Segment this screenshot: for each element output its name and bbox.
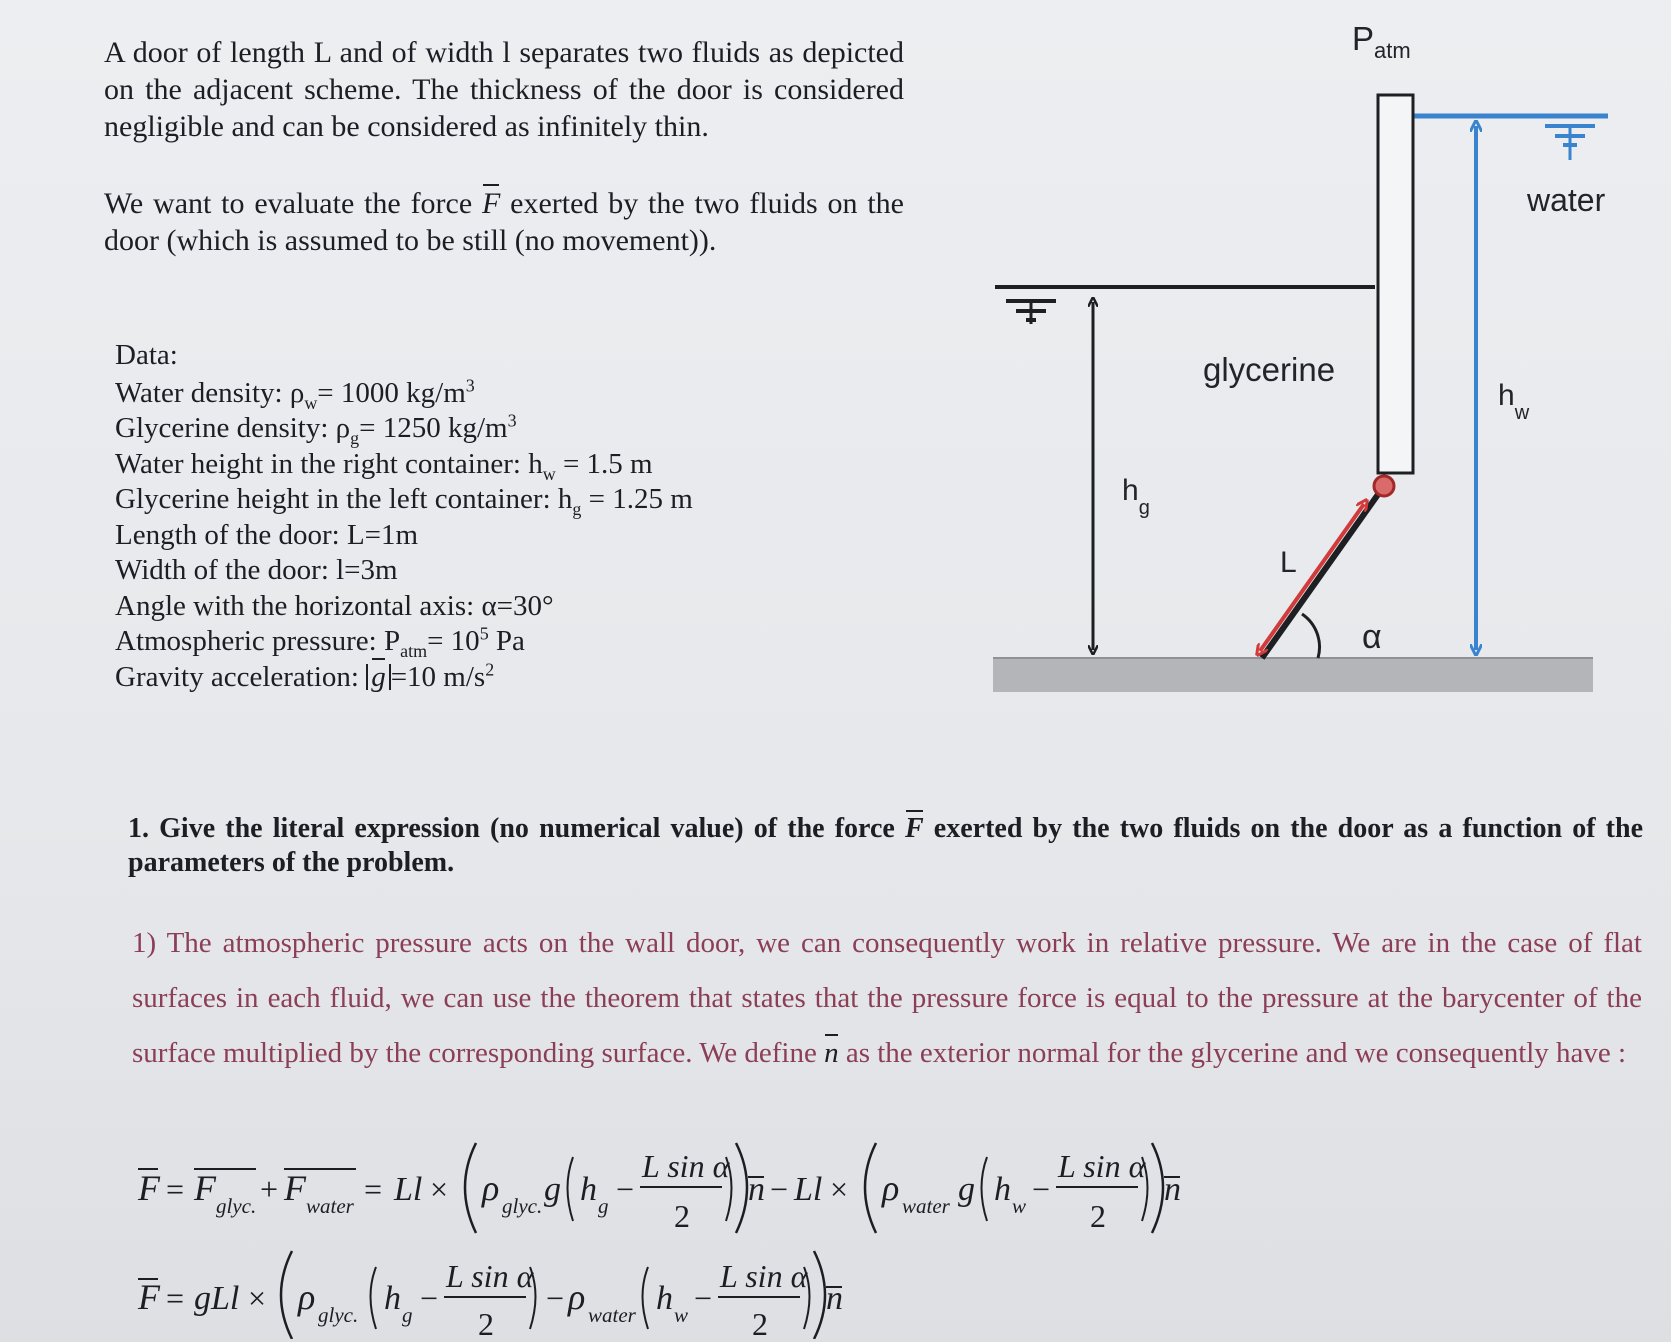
svg-text:g: g	[544, 1171, 561, 1208]
svg-text:−: −	[1032, 1171, 1051, 1207]
svg-text:=: =	[166, 1280, 185, 1316]
svg-text:ρ: ρ	[298, 1277, 316, 1317]
svg-text:g: g	[958, 1171, 975, 1208]
svg-text:=: =	[364, 1171, 383, 1207]
svg-text:×: ×	[830, 1171, 849, 1207]
svg-text:F: F	[138, 1277, 160, 1317]
svg-text:h: h	[580, 1171, 597, 1208]
floor-ground	[993, 658, 1593, 692]
svg-text:−: −	[420, 1280, 439, 1316]
data-heading: Data:	[115, 339, 178, 371]
svg-text:ρ: ρ	[482, 1168, 500, 1208]
length-label: L	[1280, 546, 1297, 579]
angle-label: α	[1362, 618, 1382, 656]
svg-text:=: =	[166, 1171, 185, 1207]
svg-text:L sin α: L sin α	[720, 1258, 808, 1294]
svg-text:n: n	[1164, 1171, 1181, 1208]
hw-label: $h_w$	[1498, 379, 1530, 424]
svg-text:Ll: Ll	[794, 1171, 823, 1208]
svg-text:h: h	[994, 1171, 1011, 1208]
glycerine-label: glycerine	[1203, 351, 1336, 388]
hg-label: $h_g$	[1122, 474, 1150, 519]
svg-text:F: F	[138, 1168, 160, 1208]
door-hinge	[1374, 476, 1394, 496]
svg-text:water: water	[902, 1194, 950, 1218]
svg-text:glyc.: glyc.	[502, 1194, 543, 1218]
answer-paragraph: 1) The atmospheric pressure acts on the wall door, we can consequently work in relative pressure. We are in the case of flat surfaces in each fluid, we can use the theorem that states that the pressure force is equal to the pressure at the barycenter of the surface multiplied by the corresponding surface. We define n as the exterior normal for the glycerine and we consequently have :	[132, 927, 1642, 1069]
svg-text:water: water	[588, 1303, 636, 1327]
svg-text:F: F	[194, 1168, 216, 1208]
data-angle: Angle with the horizontal axis: α=30°	[115, 589, 554, 622]
angle-arc	[1302, 614, 1320, 658]
svg-text:w: w	[674, 1303, 689, 1327]
svg-text:n: n	[748, 1171, 765, 1208]
vertical-wall	[1378, 95, 1413, 473]
formula-line-1	[136, 1135, 1276, 1235]
data-glycerine-density: Glycerine density: $\rho_g= 1250$ $kg/m^3$	[115, 410, 517, 448]
svg-text:glyc.: glyc.	[216, 1194, 257, 1218]
data-water-density: Water density: $\rho_w= 1000$ $kg/m^3$	[115, 374, 475, 413]
svg-text:w: w	[1012, 1194, 1027, 1218]
intro-paragraph-2: We want to evaluate the force F exerted by the two fluids on the door (which is assumed to be still (no movement)).	[104, 187, 904, 257]
data-door-length: Length of the door: L=1m	[115, 518, 419, 551]
svg-text:+: +	[260, 1171, 279, 1207]
svg-text:g: g	[402, 1303, 413, 1327]
normal-vector-symbol: n	[824, 1037, 839, 1069]
data-water-height: Water height in the right container: $h_w = 1.5$ m	[115, 447, 653, 484]
formula-2-svg	[136, 1247, 936, 1339]
svg-text:L sin α: L sin α	[1058, 1148, 1146, 1184]
svg-text:L sin α: L sin α	[446, 1258, 534, 1294]
intro-paragraph-1: A door of length L and of width l separates two fluids as depicted on the adjacent scheme. The thickness of the door is considered negligible and can be considered as infinitely thin.	[104, 36, 904, 143]
svg-text:gLl: gLl	[194, 1280, 240, 1317]
glycerine-surface-symbol	[1006, 301, 1056, 324]
svg-text:n: n	[826, 1280, 843, 1317]
data-atm-pressure: Atmospheric pressure: $P_{atm}= 10^5$ Pa	[115, 623, 525, 661]
data-glycerine-height: Glycerine height in the left container: $h_g = 1.25$ m	[115, 483, 693, 519]
formula-1-svg	[136, 1135, 1276, 1235]
data-gravity: Gravity acceleration: g =10 $m/s^2$	[115, 658, 495, 693]
svg-text:2: 2	[674, 1198, 690, 1234]
svg-text:−: −	[694, 1280, 713, 1316]
formula-line-2	[136, 1247, 936, 1339]
svg-text:−: −	[546, 1280, 565, 1316]
force-vector-symbol: F	[482, 187, 501, 220]
svg-text:h: h	[384, 1280, 401, 1317]
svg-text:water: water	[306, 1194, 354, 1218]
door-length-arrow	[1260, 504, 1364, 651]
svg-text:glyc.: glyc.	[318, 1303, 359, 1327]
water-surface-symbol	[1545, 126, 1595, 160]
svg-text:Ll: Ll	[394, 1171, 423, 1208]
svg-text:−: −	[770, 1171, 789, 1207]
svg-text:L sin α: L sin α	[642, 1148, 730, 1184]
question-1: 1. Give the literal expression (no numerical value) of the force F exerted by the two fluids on the door as a function of the parameters of the problem.	[128, 813, 1643, 878]
svg-text:2: 2	[478, 1306, 494, 1339]
svg-text:F: F	[284, 1168, 306, 1208]
svg-text:×: ×	[430, 1171, 449, 1207]
svg-text:ρ: ρ	[568, 1277, 586, 1317]
data-door-width: Width of the door: l=3m	[115, 554, 398, 586]
water-label: water	[1527, 182, 1606, 218]
svg-text:2: 2	[752, 1306, 768, 1339]
svg-text:g: g	[598, 1194, 609, 1218]
svg-text:×: ×	[248, 1280, 267, 1316]
svg-text:−: −	[616, 1171, 635, 1207]
p-atm-label: $P_{atm}$	[1352, 20, 1411, 63]
svg-text:2: 2	[1090, 1198, 1106, 1234]
svg-text:h: h	[656, 1280, 673, 1317]
svg-text:ρ: ρ	[882, 1168, 900, 1208]
